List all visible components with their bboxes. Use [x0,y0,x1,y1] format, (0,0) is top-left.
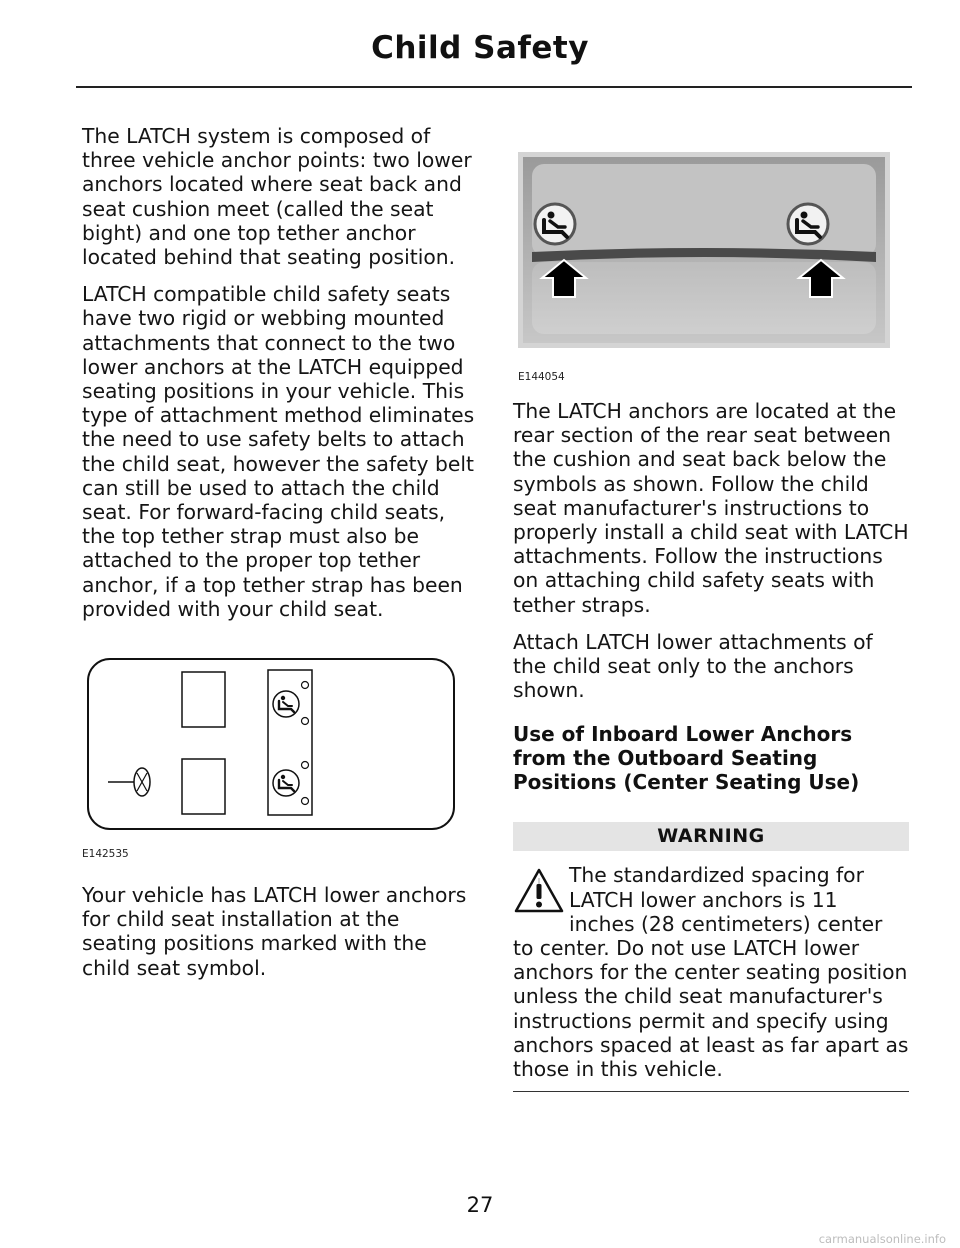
figure-id: E142535 [82,848,129,861]
steering-wheel-icon [108,768,150,796]
warning-text: The standardized spacing for LATCH lower anchors is 11 inches (28 centimeters) center to center. Do not use LATCH lower anchors for the center seating position unless the child seat manufacturer's instructions permit and specify using anchors spaced at least as far apart as those in this vehicle. [513,863,909,1082]
watermark: carmanualsonline.info [818,1232,946,1246]
latch-compatible-paragraph: LATCH compatible child safety seats have two rigid or webbing mounted attachments that connect to the two lower anchors at the LATCH equipped seating positions in your vehicle. This type of attachment method eliminates the need to use safety belts to attach the child seat, however the safety belt can still be used to attach the child seat. For forward-facing child seats, the top tether strap must also be attached to the proper top tether anchor, if a top tether strap has been provided with your child seat. [82,282,475,621]
child-seat-icon [273,691,299,717]
child-seat-icon [788,204,828,244]
seat-anchor-photo [518,152,890,348]
latch-intro-paragraph: The LATCH system is composed of three vehicle anchor points: two lower anchors located where seat back and seat cushion meet (called the seat bight) and one top tether anchor located behind that seating position. [82,124,472,270]
front-seat-right [182,672,225,727]
title-rule [76,86,912,88]
left-column [82,124,478,993]
page-title: Child Safety [371,30,589,66]
rear-seat-illustration [518,152,890,348]
warning-triangle-icon [513,867,565,915]
child-seat-icon [535,204,575,244]
warning-label: WARNING [513,822,909,851]
child-seat-icon [273,770,299,796]
warning-block [513,863,909,1081]
page-number: 27 [466,1193,494,1217]
front-seat-left [182,759,225,814]
section-subheading: Use of Inboard Lower Anchors from the Outboard Seating Positions (Center Seating Use) [513,722,860,795]
right-column [513,152,909,1092]
latch-positions-paragraph: Your vehicle has LATCH lower anchors for child seat installation at the seating positions marked with the child seat symbol. [82,883,467,980]
attach-lower-paragraph: Attach LATCH lower attachments of the child seat only to the anchors shown. [513,629,873,703]
vehicle-seating-diagram [86,657,458,833]
anchor-location-paragraph: The LATCH anchors are located at the rear section of the rear seat between the cushion and seat back below the symbols as shown. Follow the child seat manufacturer's instructions to properly install a child seat with LATCH attachments. Follow the instructions on attaching child safety seats with tether straps. [513,399,909,617]
figure-id: E144054 [518,371,565,383]
warning-end-rule [513,1091,909,1092]
latch-position-diagram [86,657,458,833]
